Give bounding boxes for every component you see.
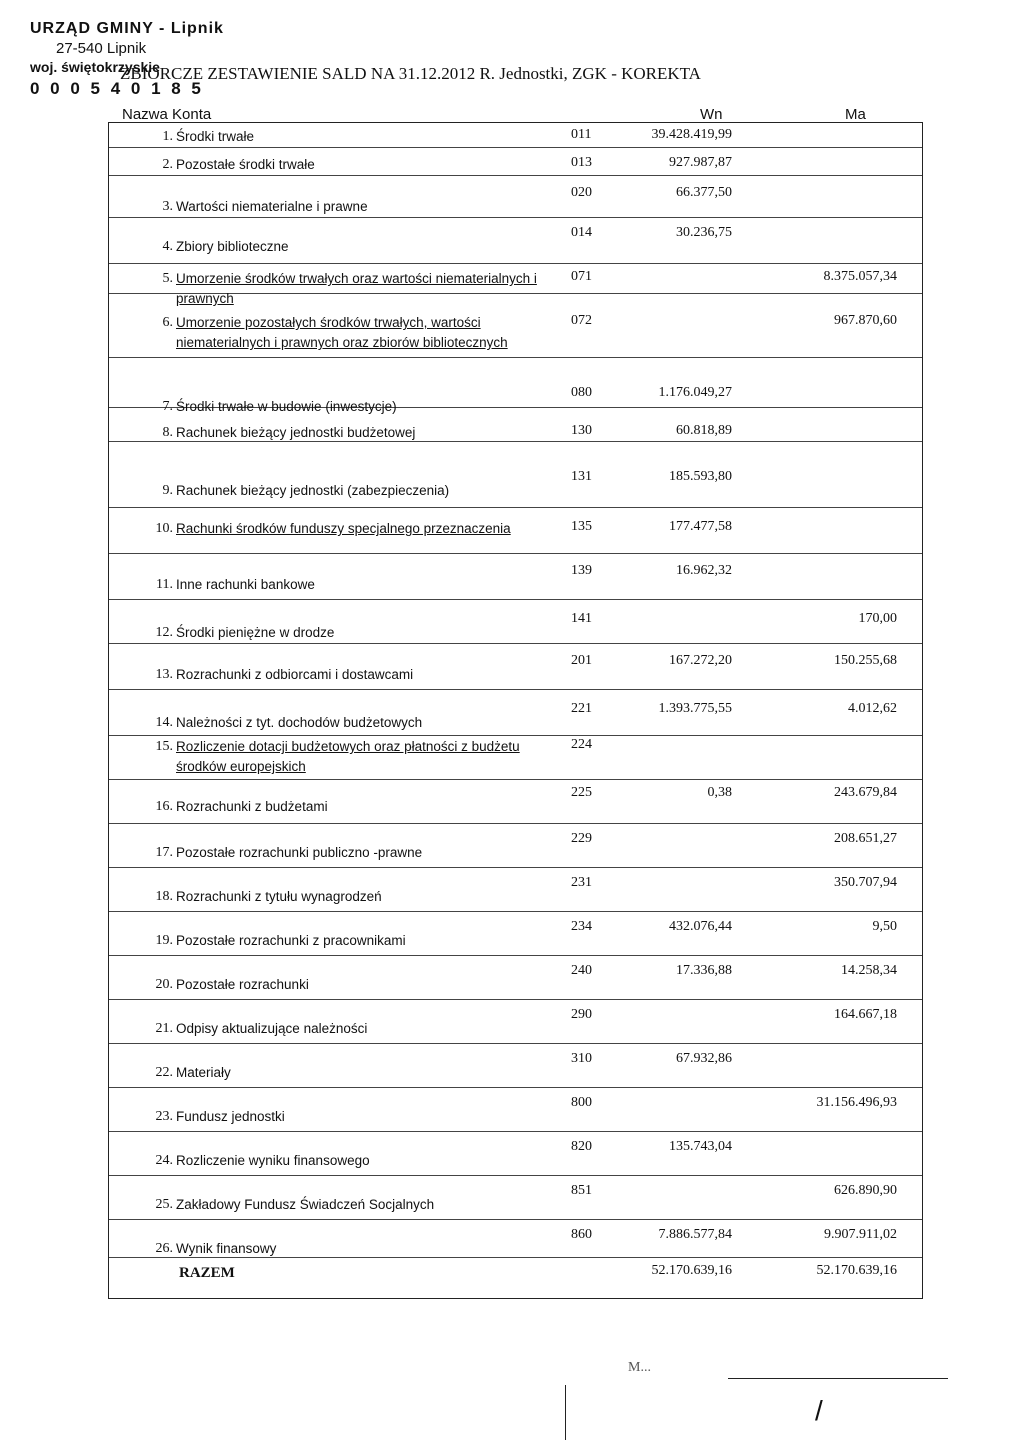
debit-balance: 67.932,86 <box>676 1051 732 1066</box>
account-name: Umorzenie pozostałych środków trwałych, wartości niematerialnych i prawnych oraz zbiorów bibliotecznych <box>176 315 508 350</box>
row-number: 1. <box>162 129 173 144</box>
credit-balance: 243.679,84 <box>834 785 897 800</box>
row-number: 3. <box>162 199 173 214</box>
account-number: 013 <box>571 155 592 170</box>
account-number: 011 <box>571 127 592 142</box>
account-name: Środki pieniężne w drodze <box>176 625 335 640</box>
row-number: 11. <box>156 577 173 592</box>
account-number: 234 <box>571 919 592 934</box>
row-divider <box>109 1087 922 1088</box>
row-number: 17. <box>155 845 173 860</box>
debit-balance: 185.593,80 <box>669 469 732 484</box>
credit-balance: 14.258,34 <box>841 963 897 978</box>
row-divider <box>109 1131 922 1132</box>
account-name: Wartości niematerialne i prawne <box>176 199 368 214</box>
row-number: 26. <box>155 1241 173 1256</box>
row-number: 4. <box>162 239 173 254</box>
total-debit: 52.170.639,16 <box>651 1263 732 1278</box>
credit-balance: 164.667,18 <box>834 1007 897 1022</box>
account-name: Rozrachunki z tytułu wynagrodzeń <box>176 889 382 904</box>
account-name: Zbiory biblioteczne <box>176 239 289 254</box>
account-name: Umorzenie środków trwałych oraz wartości niematerialnych i prawnych <box>176 271 537 306</box>
account-name: Pozostałe rozrachunki z pracownikami <box>176 933 406 948</box>
debit-balance: 1.393.775,55 <box>658 701 732 716</box>
account-number: 130 <box>571 423 592 438</box>
account-name: Rachunki środków funduszy specjalnego przeznaczenia <box>176 521 511 536</box>
row-number: 19. <box>155 933 173 948</box>
account-number: 020 <box>571 185 592 200</box>
stamp-regon: 0 0 0 5 4 0 1 8 5 <box>30 79 204 98</box>
credit-balance: 626.890,90 <box>834 1183 897 1198</box>
credit-balance: 9,50 <box>872 919 897 934</box>
credit-balance: 31.156.496,93 <box>816 1095 897 1110</box>
account-name: Wynik finansowy <box>176 1241 277 1256</box>
account-name: Rachunek bieżący jednostki budżetowej <box>176 425 416 440</box>
account-name: Środki trwałe w budowie (inwestycje) <box>176 399 397 414</box>
account-name: Rozliczenie dotacji budżetowych oraz płatności z budżetu środków europejskich <box>176 739 520 774</box>
account-number: 135 <box>571 519 592 534</box>
account-number: 800 <box>571 1095 592 1110</box>
account-name: Odpisy aktualizujące należności <box>176 1021 368 1036</box>
total-label: RAZEM <box>179 1265 235 1281</box>
credit-balance: 4.012,62 <box>848 701 897 716</box>
row-number: 5. <box>162 271 173 286</box>
row-number: 20. <box>155 977 173 992</box>
row-divider <box>109 735 922 736</box>
row-number: 7. <box>162 399 173 414</box>
account-number: 820 <box>571 1139 592 1154</box>
account-number: 310 <box>571 1051 592 1066</box>
row-divider <box>109 911 922 912</box>
account-name: Zakładowy Fundusz Świadczeń Socjalnych <box>176 1197 435 1212</box>
row-divider <box>109 823 922 824</box>
account-number: 221 <box>571 701 592 716</box>
account-name: Pozostałe rozrachunki <box>176 977 309 992</box>
row-number: 23. <box>155 1109 173 1124</box>
debit-balance: 0,38 <box>707 785 732 800</box>
debit-balance: 39.428.419,99 <box>651 127 732 142</box>
account-number: 860 <box>571 1227 592 1242</box>
debit-balance: 66.377,50 <box>676 185 732 200</box>
stamp-office-name: URZĄD GMINY - Lipnik <box>30 20 224 37</box>
document-title: ZBIORCZE ZESTAWIENIE SALD NA 31.12.2012 R. Jednostki, ZGK - KOREKTA <box>120 64 701 83</box>
row-number: 22. <box>155 1065 173 1080</box>
stamp-voivodeship: woj. świętokrzyskie <box>30 59 160 75</box>
row-divider <box>109 1175 922 1176</box>
account-number: 231 <box>571 875 592 890</box>
account-name: Rozrachunki z odbiorcami i dostawcami <box>176 667 414 682</box>
credit-balance: 8.375.057,34 <box>823 269 897 284</box>
row-number: 21. <box>155 1021 173 1036</box>
row-number: 10. <box>155 521 173 536</box>
account-name: Należności z tyt. dochodów budżetowych <box>176 715 423 730</box>
account-number: 201 <box>571 653 592 668</box>
debit-balance: 17.336,88 <box>676 963 732 978</box>
stamp-address: 27-540 Lipnik <box>56 40 147 57</box>
debit-balance: 1.176.049,27 <box>658 385 732 400</box>
account-name: Materiały <box>176 1065 231 1080</box>
total-credit: 52.170.639,16 <box>816 1263 897 1278</box>
row-divider <box>109 689 922 690</box>
credit-balance: 9.907.911,02 <box>824 1227 897 1242</box>
row-divider <box>109 147 922 148</box>
row-divider <box>109 1043 922 1044</box>
account-number: 080 <box>571 385 592 400</box>
debit-balance: 135.743,04 <box>669 1139 732 1154</box>
account-number: 071 <box>571 269 592 284</box>
signature-initials: M... <box>628 1360 651 1375</box>
row-number: 18. <box>155 889 173 904</box>
office-stamp <box>30 20 224 99</box>
header-debit: Wn <box>700 106 723 123</box>
debit-balance: 177.477,58 <box>669 519 732 534</box>
debit-balance: 30.236,75 <box>676 225 732 240</box>
credit-balance: 150.255,68 <box>834 653 897 668</box>
signature-slash: / <box>815 1395 823 1426</box>
account-number: 014 <box>571 225 592 240</box>
account-number: 225 <box>571 785 592 800</box>
account-name: Rachunek bieżący jednostki (zabezpieczenia) <box>176 483 450 498</box>
header-account-name: Nazwa Konta <box>122 106 212 123</box>
credit-balance: 967.870,60 <box>834 313 897 328</box>
account-name: Pozostałe rozrachunki publiczno -prawne <box>176 845 423 860</box>
debit-balance: 167.272,20 <box>669 653 732 668</box>
debit-balance: 16.962,32 <box>676 563 732 578</box>
row-divider <box>109 779 922 780</box>
row-divider <box>109 357 922 358</box>
row-divider <box>109 263 922 264</box>
row-divider <box>109 955 922 956</box>
debit-balance: 60.818,89 <box>676 423 732 438</box>
account-name: Inne rachunki bankowe <box>176 577 315 592</box>
row-number: 8. <box>162 425 173 440</box>
row-divider <box>109 217 922 218</box>
credit-balance: 208.651,27 <box>834 831 897 846</box>
signature-stroke <box>565 1385 566 1440</box>
account-number: 141 <box>571 611 592 626</box>
row-divider <box>109 507 922 508</box>
row-number: 2. <box>162 157 173 172</box>
account-name: Rozliczenie wyniku finansowego <box>176 1153 370 1168</box>
account-number: 072 <box>571 313 592 328</box>
row-number: 25. <box>155 1197 173 1212</box>
row-divider <box>109 643 922 644</box>
account-number: 240 <box>571 963 592 978</box>
row-number: 14. <box>155 715 173 730</box>
row-number: 6. <box>162 315 173 330</box>
credit-balance: 170,00 <box>858 611 897 626</box>
row-number: 24. <box>155 1153 173 1168</box>
account-name: Pozostałe środki trwałe <box>176 157 315 172</box>
account-name: Fundusz jednostki <box>176 1109 285 1124</box>
row-number: 13. <box>155 667 173 682</box>
signature-line <box>728 1378 948 1379</box>
row-number: 9. <box>162 483 173 498</box>
row-divider <box>109 867 922 868</box>
debit-balance: 927.987,87 <box>669 155 732 170</box>
balance-table <box>108 122 923 1299</box>
account-name: Środki trwałe <box>176 129 255 144</box>
debit-balance: 7.886.577,84 <box>658 1227 732 1242</box>
row-divider <box>109 175 922 176</box>
debit-balance: 432.076,44 <box>669 919 732 934</box>
account-number: 290 <box>571 1007 592 1022</box>
credit-balance: 350.707,94 <box>834 875 897 890</box>
header-credit: Ma <box>845 106 866 123</box>
account-name: Rozrachunki z budżetami <box>176 799 328 814</box>
account-number: 131 <box>571 469 592 484</box>
account-number: 139 <box>571 563 592 578</box>
row-divider <box>109 553 922 554</box>
account-number: 224 <box>571 737 592 752</box>
row-divider <box>109 999 922 1000</box>
row-number: 16. <box>155 799 173 814</box>
account-number: 229 <box>571 831 592 846</box>
row-number: 12. <box>155 625 173 640</box>
row-divider <box>109 599 922 600</box>
row-number: 15. <box>155 739 173 754</box>
account-number: 851 <box>571 1183 592 1198</box>
row-divider <box>109 1219 922 1220</box>
